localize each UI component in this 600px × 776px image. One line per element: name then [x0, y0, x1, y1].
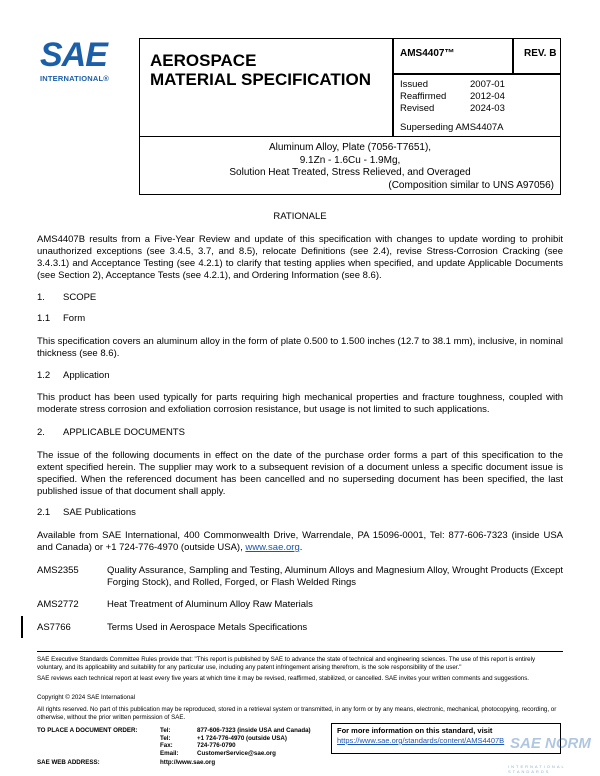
- footer-copyright: Copyright © 2024 SAE International: [37, 694, 136, 701]
- subtitle-line: Aluminum Alloy, Plate (7056-T7651),: [268, 142, 432, 153]
- header-box: [139, 38, 561, 137]
- web-link[interactable]: http://www.sae.org: [160, 759, 216, 766]
- superseding: Superseding AMS4407A: [400, 122, 504, 133]
- revision: REV. B: [524, 48, 557, 59]
- section-text: The issue of the following documents in effect on the date of the purchase order forms a part of this specification to the extent specified herein. The supplier may work to a subsequent revision of a document unless a specific document issue is specified. When the referenced document has been cancelled and no superseding document has been specified, the last published issue of that document shall apply.: [37, 450, 563, 497]
- section-text: Available from SAE International, 400 Commonwealth Drive, Warrendale, PA 15096-0001, Tel: 877-606-7323 (inside USA and Canada) or +1 724-776-4970 (outside USA), www.sae.org.: [37, 530, 563, 553]
- doc-number: AMS4407™: [400, 48, 455, 59]
- web-address: SAE WEB ADDRESS: http://www.sae.org: [37, 759, 216, 766]
- section-heading: 1.1 Form: [37, 313, 86, 324]
- info-box: For more information on this standard, visit https://www.sae.org/standards/content/AMS4407B: [331, 723, 561, 754]
- reference-row: AMS2772 Heat Treatment of Aluminum Alloy Raw Materials: [37, 599, 313, 610]
- logo-mark: SAE: [40, 36, 107, 74]
- subtitle-box: [139, 137, 561, 195]
- watermark-stamp: SAE NORM: [510, 735, 591, 752]
- footer-disclaimer: SAE Executive Standards Committee Rules provide that: "This report is published by SAE to advance the state of technical and engineering sciences. The use of this report is entirely voluntary, and its applicability and suitability for any particular use, including any patent infringement arising therefrom, is the sole responsibility of the user.": [37, 656, 536, 671]
- reference-row: AMS2355 Quality Assurance, Sampling and Testing, Aluminum Alloys and Magnesium Alloy, Wrought Products (Except Forging Stock), and Rolled, Forged, or Flash Welded Rings: [37, 565, 563, 588]
- standard-link[interactable]: https://www.sae.org/standards/content/AMS4407B: [337, 736, 505, 745]
- section-heading: 2.1 SAE Publications: [37, 507, 136, 518]
- change-bar: [21, 616, 23, 638]
- rationale-text: AMS4407B results from a Five-Year Review and update of this specification with changes to update wording to prohibit unauthorized exceptions (see 3.4.5, 3.7, and 8.5), relocate Definitions (see 2.4), revise Stress-Corrosion Cracking (see 3.4.3.1) and Acceptance Testing (see 4.2.1) to clarify that testing applies when specified, and update Applicable Documents (see Section 2), Acceptance Tests (see 4.2.1), and Ordering Information (see 8.6).: [37, 234, 563, 281]
- sae-website-link[interactable]: www.sae.org: [245, 542, 300, 553]
- subtitle-line: 9.1Zn - 1.6Cu - 1.9Mg,: [299, 154, 401, 166]
- order-contacts: TO PLACE A DOCUMENT ORDER: Tel: 877-606-7323 (inside USA and Canada) Tel: +1 724-776-4970 (outside USA) Fax: 724-776-0790 Email: CustomerService@sae.org: [37, 727, 311, 757]
- email-link[interactable]: CustomerService@sae.org: [197, 749, 276, 757]
- date-list: Issued 2007-01 Reaffirmed 2012-04 Revised 2024-03: [400, 79, 505, 114]
- section-heading: 2. APPLICABLE DOCUMENTS: [37, 427, 185, 438]
- footer-review: SAE reviews each technical report at least every five years at which time it may be revised, reaffirmed, stabilized, or cancelled. SAE invites your written comments and suggestions.: [37, 675, 530, 682]
- watermark-stamp-sub: INTERNATIONAL STANDARDS: [508, 764, 566, 774]
- footer-rights: All rights reserved. No part of this publication may be reproduced, stored in a retrieval system or transmitted, in any form or by any means, electronic, mechanical, photocopying, recording, or otherwise, without the prior written permission of SAE.: [37, 706, 557, 721]
- section-text: This specification covers an aluminum alloy in the form of plate 0.500 to 1.500 inches (12.7 to 38.1 mm), inclusive, in nominal thickness (see 8.6).: [37, 336, 563, 359]
- section-heading: 1.2 Application: [37, 370, 110, 381]
- section-heading: 1. SCOPE: [37, 292, 97, 303]
- section-text: This product has been used typically for parts requiring high mechanical properties and fracture toughness, coupled with moderate stress corrosion and exfoliation corrosion resistance, but usage is not limited to such applications.: [37, 392, 563, 415]
- sae-logo: [40, 38, 122, 83]
- logo-subtext: INTERNATIONAL®: [40, 74, 110, 83]
- subtitle-line: Solution Heat Treated, Stress Relieved, and Overaged: [229, 167, 471, 178]
- reference-row: AS7766 Terms Used in Aerospace Metals Specifications: [37, 622, 308, 633]
- rationale-heading: RATIONALE: [273, 211, 327, 222]
- subtitle-line: (Composition similar to UNS A97056): [388, 179, 554, 191]
- doc-type-title: AEROSPACE MATERIAL SPECIFICATION: [150, 51, 371, 89]
- footer-divider: [37, 651, 563, 652]
